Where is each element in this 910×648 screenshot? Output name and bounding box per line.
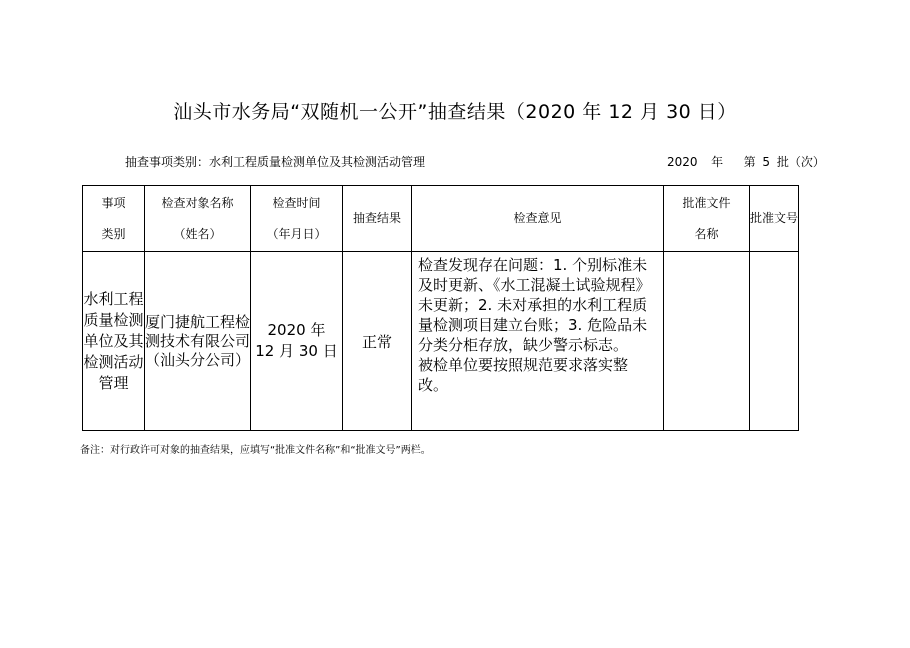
opinion-findings: 检查发现存在问题：1. 个别标准未及时更新、《水工混凝土试验规程》未更新；2. 未对承担的水利工程质量检测项目建立台账；3. 危险品未分类分柜存放，缺少警示标志。: [418, 256, 651, 354]
table-header-row: [83, 186, 799, 252]
cell-check-time: 2020 年 12 月 30 日: [251, 252, 343, 431]
cell-item-type: 水利工程质量检测单位及其检测活动管理: [83, 252, 145, 431]
inspection-category: 抽查事项类别：水利工程质量检测单位及其检测活动管理: [125, 155, 426, 169]
header-item-type: 事项 类别: [83, 186, 145, 252]
cell-result: 正常: [343, 252, 412, 431]
footnote: 备注：对行政许可对象的抽查结果，应填写“批准文件名称”和“批准文号”两栏。: [80, 445, 431, 456]
cell-approval-doc-name: [664, 252, 750, 431]
page-title: 汕头市水务局“双随机一公开”抽查结果（2020 年 12 月 30 日）: [173, 101, 737, 123]
header-check-time: 检查时间 （年月日）: [251, 186, 343, 252]
cell-approval-doc-no: [750, 252, 799, 431]
cell-opinion: [412, 252, 664, 431]
opinion-requirement: 被检单位要按照规范要求落实整改。: [418, 356, 629, 394]
header-approval-doc-no: 批准文号: [750, 186, 799, 252]
header-opinion: 检查意见: [412, 186, 664, 252]
header-target-name: 检查对象名称 （姓名）: [145, 186, 251, 252]
header-approval-doc-name: 批准文件 名称: [664, 186, 750, 252]
results-table: [82, 185, 799, 431]
cell-target-name: 厦门捷航工程检测技术有限公司（汕头分公司）: [145, 252, 251, 431]
table-row: [83, 252, 799, 431]
header-result: 抽查结果: [343, 186, 412, 252]
batch-info: 2020 年 第 5 批（次）: [667, 155, 825, 169]
